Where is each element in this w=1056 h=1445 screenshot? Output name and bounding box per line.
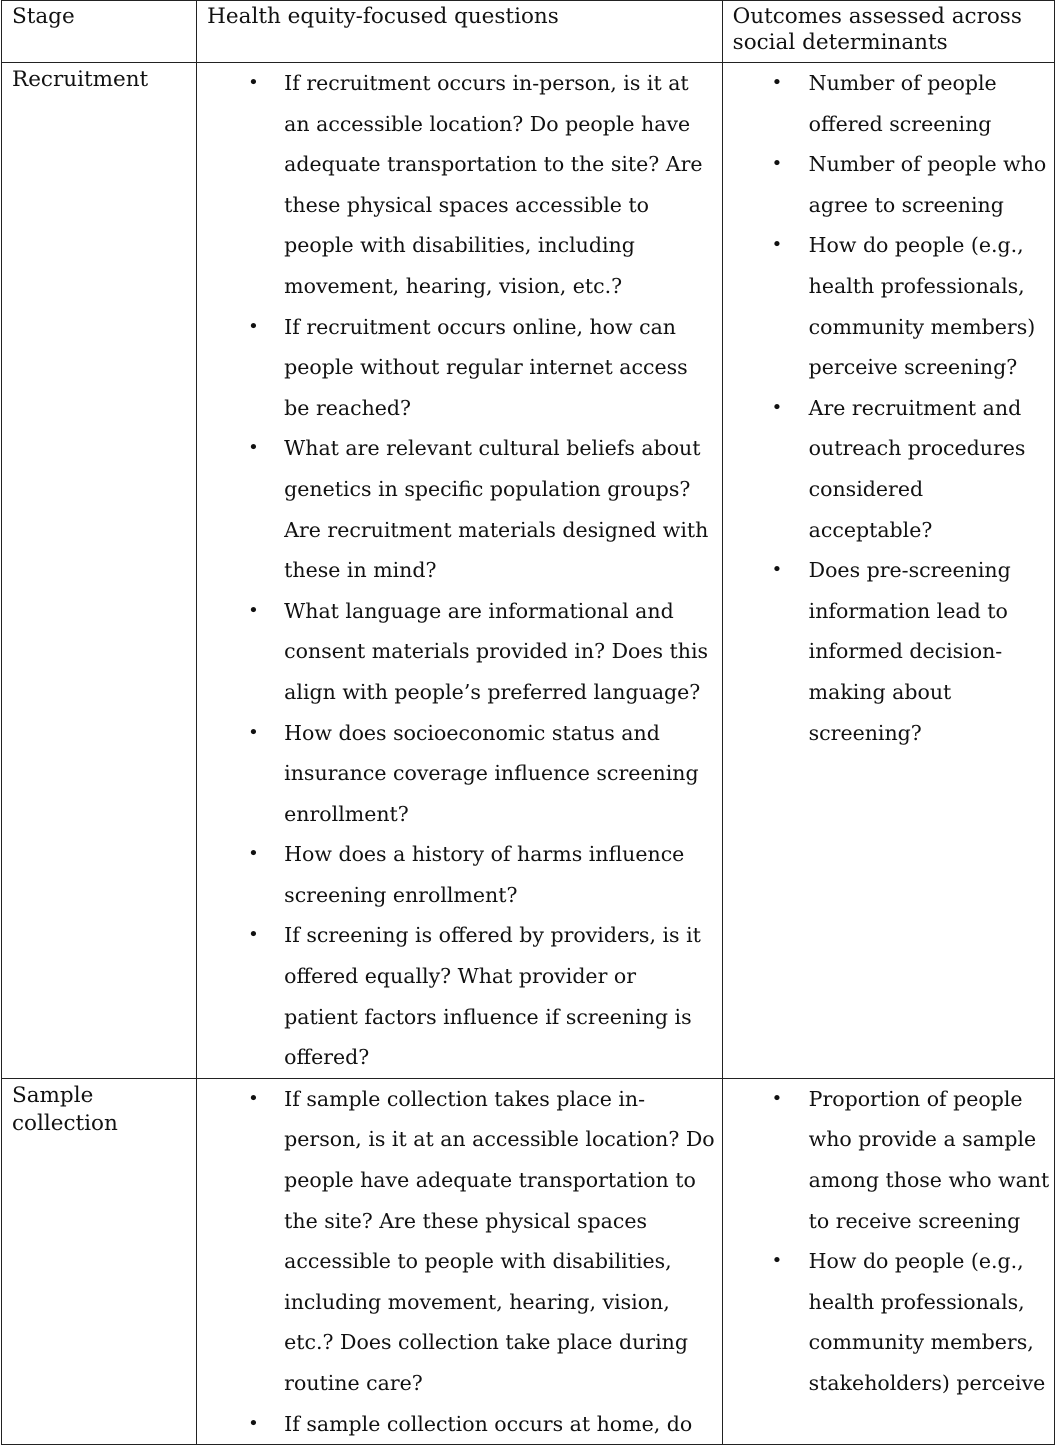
bullet-icon: • [771, 153, 783, 175]
list-item-text: Number of people offered screening [808, 71, 997, 136]
list-item-text: Does pre-screening information lead to informed decision-making about screening? [808, 558, 1011, 745]
table-row [2, 1078, 1055, 1444]
list-item [723, 63, 1054, 144]
list-item-text: What are relevant cultural beliefs about genetics in specific population groups? Are recruitment materials designed with these in mind? [284, 436, 709, 583]
stage-cell: Recruitment [2, 63, 197, 1079]
header-row [2, 1, 1055, 63]
bullet-icon: • [248, 437, 259, 459]
list-item [197, 307, 721, 429]
list-item-text: How do people (e.g., health professionals, community members, stakeholders) perceive [808, 1249, 1046, 1395]
bullet-icon: • [248, 72, 259, 93]
outcomes-cell [722, 1078, 1054, 1444]
list-item [197, 428, 721, 590]
list-item-text: If screening is offered by providers, is it offered equally? What provider or patient factors influence if screening is offered? [284, 923, 701, 1070]
list-item [723, 388, 1054, 550]
list-item-text: If recruitment occurs online, how can people without regular internet access be reached? [284, 314, 688, 420]
bullet-icon: • [771, 559, 783, 581]
list-item [723, 1241, 1054, 1403]
header-outcomes: Outcomes assessed across social determinants [722, 1, 1054, 63]
table-row [2, 63, 1055, 1079]
list-item-text: How does a history of harms influence screening enrollment? [284, 842, 685, 907]
list-item-text: How does socioeconomic status and insurance coverage influence screening enrollment? [284, 720, 699, 826]
bullet-icon: • [248, 1412, 259, 1434]
list-item [723, 144, 1054, 225]
list-item-text: Are recruitment and outreach procedures considered acceptable? [808, 395, 1026, 542]
list-item [723, 1079, 1054, 1241]
outcomes-cell [722, 63, 1054, 1079]
bullet-icon: • [248, 843, 259, 865]
list-item [197, 1404, 721, 1445]
bullet-icon: • [771, 396, 783, 418]
list-item [197, 713, 721, 835]
header-questions: Health equity-focused questions [197, 1, 722, 63]
list-item [197, 591, 721, 713]
list-item-text: Number of people who agree to screening [808, 152, 1047, 217]
bullet-icon: • [771, 1250, 783, 1272]
questions-list [197, 63, 721, 1078]
bullet-icon: • [771, 234, 783, 256]
list-item [197, 1079, 721, 1404]
equity-table [1, 0, 1055, 1445]
bullet-icon: • [248, 1087, 259, 1109]
list-item [723, 550, 1054, 753]
list-item-text: What language are informational and consent materials provided in? Does this align with people’s preferred language? [284, 598, 709, 704]
bullet-icon: • [248, 599, 259, 621]
list-item [197, 915, 721, 1077]
stage-cell: Sample collection [2, 1078, 197, 1444]
questions-list [197, 1079, 721, 1444]
list-item-text: How do people (e.g., health professionals, community members) perceive screening? [808, 233, 1036, 380]
bullet-icon: • [248, 924, 259, 946]
outcomes-list [723, 63, 1054, 753]
bullet-icon: • [771, 72, 783, 93]
questions-cell [197, 63, 722, 1079]
outcomes-list [723, 1079, 1054, 1404]
bullet-icon: • [248, 721, 259, 743]
bullet-icon: • [771, 1087, 783, 1109]
list-item [197, 63, 721, 307]
list-item [197, 834, 721, 915]
list-item-text: If sample collection occurs at home, do [284, 1411, 693, 1436]
list-item-text: If sample collection takes place in-person, is it at an accessible location? Do people have adequate transportation to the site? Are these physical spaces accessible to people with disabilities, including movement, hearing, vision, etc.? Does collection take place during routine care? [284, 1086, 715, 1395]
bullet-icon: • [248, 315, 259, 337]
header-stage: Stage [2, 1, 197, 63]
questions-cell [197, 1078, 722, 1444]
list-item-text: Proportion of people who provide a sample among those who want to receive screening [808, 1086, 1050, 1233]
list-item [723, 225, 1054, 387]
list-item-text: If recruitment occurs in-person, is it at an accessible location? Do people have adequate transportation to the site? Are these physical spaces accessible to people with disabilities, including movement, hearing, vision, etc.? [284, 71, 703, 298]
